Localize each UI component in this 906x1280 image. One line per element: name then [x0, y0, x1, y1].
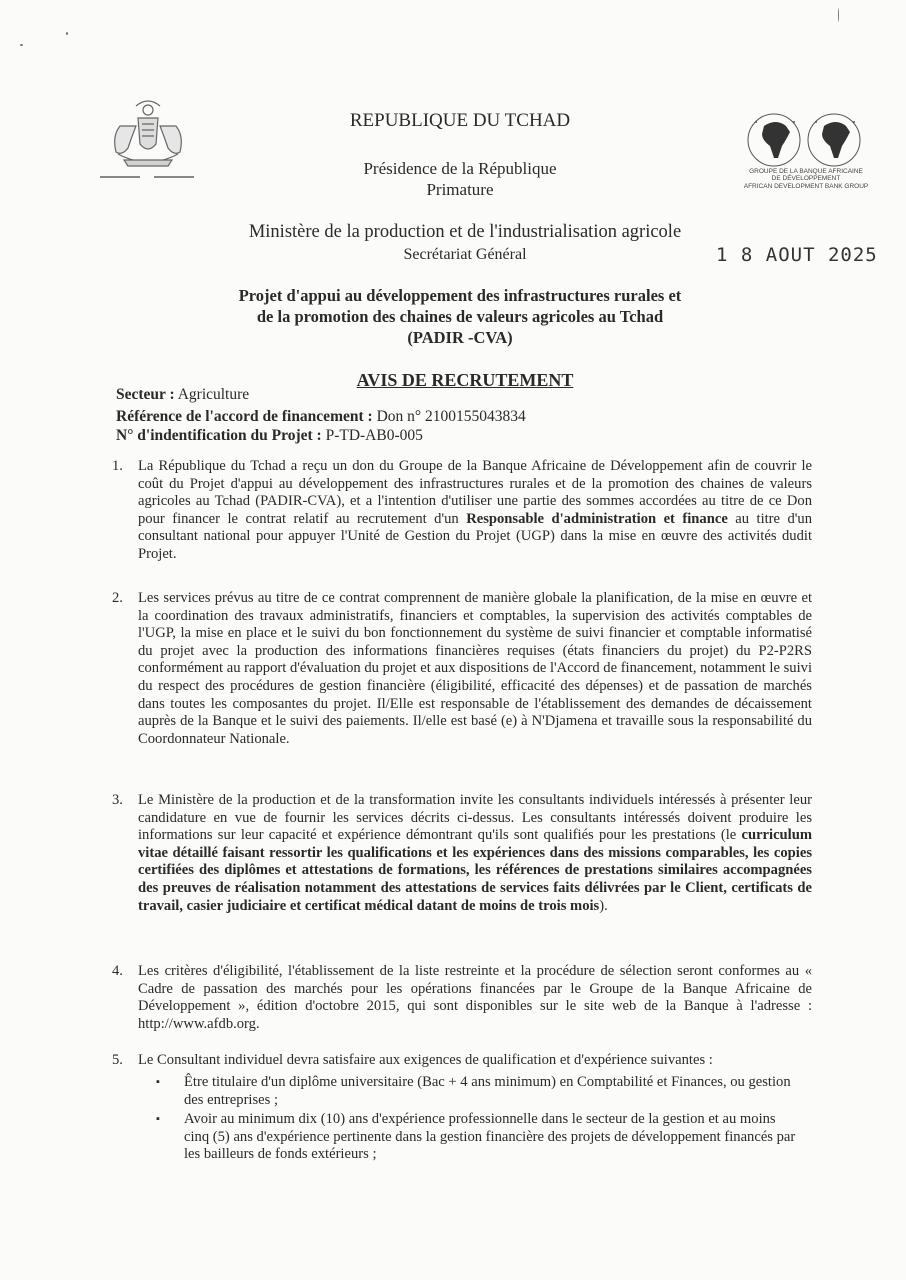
sector-label: Secteur : [116, 386, 175, 403]
paragraph-text [138, 792, 812, 915]
financing-ref-label: Référence de l'accord de financement : [116, 408, 373, 425]
list-item [154, 1074, 804, 1109]
requirement-text: Être titulaire d'un diplôme universitaire (Bac + 4 ans minimum) en Comptabilité et Finances, ou gestion des entreprises ; [184, 1074, 791, 1108]
paragraph-text [138, 458, 812, 564]
presidency-line: Présidence de la République [363, 159, 557, 178]
paragraph-number: 2. [112, 590, 123, 606]
afdb-logo-text: DE DÉVELOPPEMENT [771, 175, 841, 182]
chad-coat-of-arms-icon [98, 96, 198, 186]
bullet-icon: ▪ [156, 1076, 160, 1088]
paragraph-3 [112, 792, 812, 915]
position-title: Responsable d'administration et finance [466, 510, 728, 527]
project-id-value: P-TD-AB0-005 [321, 427, 423, 444]
financing-ref-value: Don n° 2100155043834 [372, 408, 526, 425]
requirements-list [154, 1074, 804, 1166]
paragraph-text: Les critères d'éligibilité, l'établissement de la liste restreinte et la procédure de sélection seront conformes au « Cadre de passation des marchés pour les opérations financées par le Groupe de la Banque Africaine de Développement », édition d'octobre 2015, qui sont disponibles sur le site web de la Banque à l'adresse : http://www.afdb.org. [138, 963, 812, 1032]
paragraph-text-part: Le Ministère de la production et de la transformation invite les consultants individuels intéressés à présenter leur candidature en vue de fournir les services décrits ci-dessus. Les consultants intéressés doivent produire les informations sur leur capacité et expérience démontrant qu'ils sont qualifiés pour les prestations (le [138, 792, 812, 844]
scan-speck [838, 8, 839, 22]
afdb-logo-text: AFRICAN DEVELOPMENT BANK GROUP [743, 183, 869, 190]
paragraph-number: 1. [112, 458, 123, 474]
requirement-text: Avoir au minimum dix (10) ans d'expérience professionnelle dans le secteur de la gestion et au moins cinq (5) ans d'expérience pertinente dans la gestion financière des projets de développement financés par les bailleurs de fonds extérieurs ; [184, 1111, 796, 1163]
republic-heading: REPUBLIQUE DU TCHAD [349, 110, 571, 131]
paragraph-number: 5. [112, 1052, 123, 1068]
paragraph-text-part: au titre d'un consultant national pour appuyer l'Unité de Gestion du Projet (UGP) dans la mise en œuvre des activités dudit Projet. [138, 510, 813, 562]
paragraph-1 [112, 458, 812, 564]
date-stamp: 1 8 AOUT 2025 [716, 244, 878, 266]
ministry-line: Ministère de la production et de l'industrialisation agricole [248, 222, 682, 242]
afdb-logo-text: GROUPE DE LA BANQUE AFRICAINE [749, 168, 863, 175]
project-title-line: Projet d'appui au développement des infrastructures rurales et [238, 286, 682, 305]
list-item [154, 1111, 804, 1164]
paragraph-text-part: La République du Tchad a reçu un don du Groupe de la Banque Africaine de Développement afin de couvrir le coût du Projet d'appui au développement des infrastructures rurales et de la promotion des chaines de valeurs agricoles au Tchad (PADIR-CVA), et a l'intention d'utiliser une partie des sommes accordées au titre de ce Don pour financer le contrat relatif au recrutement d'un [138, 458, 812, 527]
project-id-label: N° d'indentification du Projet : [116, 427, 322, 444]
primature-line: Primature [426, 180, 494, 199]
project-acronym: (PADIR -CVA) [407, 328, 513, 347]
sector-line [116, 386, 249, 404]
paragraph-text: Les services prévus au titre de ce contrat comprennent de manière globale la planification, de la mise en œuvre et la coordination des travaux administratifs, financiers et comptables, la supervision des activités comptables de l'UGP, la mise en place et le suivi du bon fonctionnement du système de suivi financier et comptable informatisé du projet avec la production des informations financières requises (états financiers du projet) du P2-P2RS conformément au rapport d'évaluation du projet et aux dispositions de l'Accord de financement, notamment le suivi du respect des procédures de gestion financière (éligibilité, efficacité des dépenses) et de passation de marchés dans toutes les composantes du projet. Il/Elle est responsable de l'établissement des demandes de décaissement auprès de la Banque et le suivi des paiements. Il/elle est basé (e) à N'Djamena et travaille sous la responsabilité du Coordonnateur Nationale. [138, 590, 812, 747]
paragraph-number: 3. [112, 792, 123, 808]
financing-ref-line [116, 408, 526, 426]
paragraph-text: Le Consultant individuel devra satisfaire aux exigences de qualification et d'expérience suivantes : [138, 1052, 713, 1068]
secretariat-line: Secrétariat Général [403, 246, 527, 263]
scan-speck [66, 32, 68, 35]
paragraph-4 [112, 963, 812, 1033]
paragraph-5 [112, 1052, 812, 1070]
required-documents: curriculum vitae détaillé faisant ressortir les qualifications et les expériences dans des missions comparables, les copies certifiées des diplômes et attestations de formations, les références de prestations similaires accompagnées des preuves de réalisation notamment des attestations de services faits délivrées par le Client, certificats de travail, casier judiciaire et certificat médical datant de moins de trois mois [138, 827, 812, 914]
project-id-line [116, 427, 423, 445]
notice-title: AVIS DE RECRUTEMENT [356, 370, 574, 390]
project-title-line: de la promotion des chaines de valeurs agricoles au Tchad [256, 307, 664, 326]
scan-speck [20, 44, 23, 46]
sector-value: Agriculture [174, 386, 250, 403]
bullet-icon: ▪ [156, 1113, 160, 1126]
paragraph-2 [112, 590, 812, 748]
paragraph-number: 4. [112, 963, 123, 979]
paragraph-text-part: ). [599, 897, 608, 914]
